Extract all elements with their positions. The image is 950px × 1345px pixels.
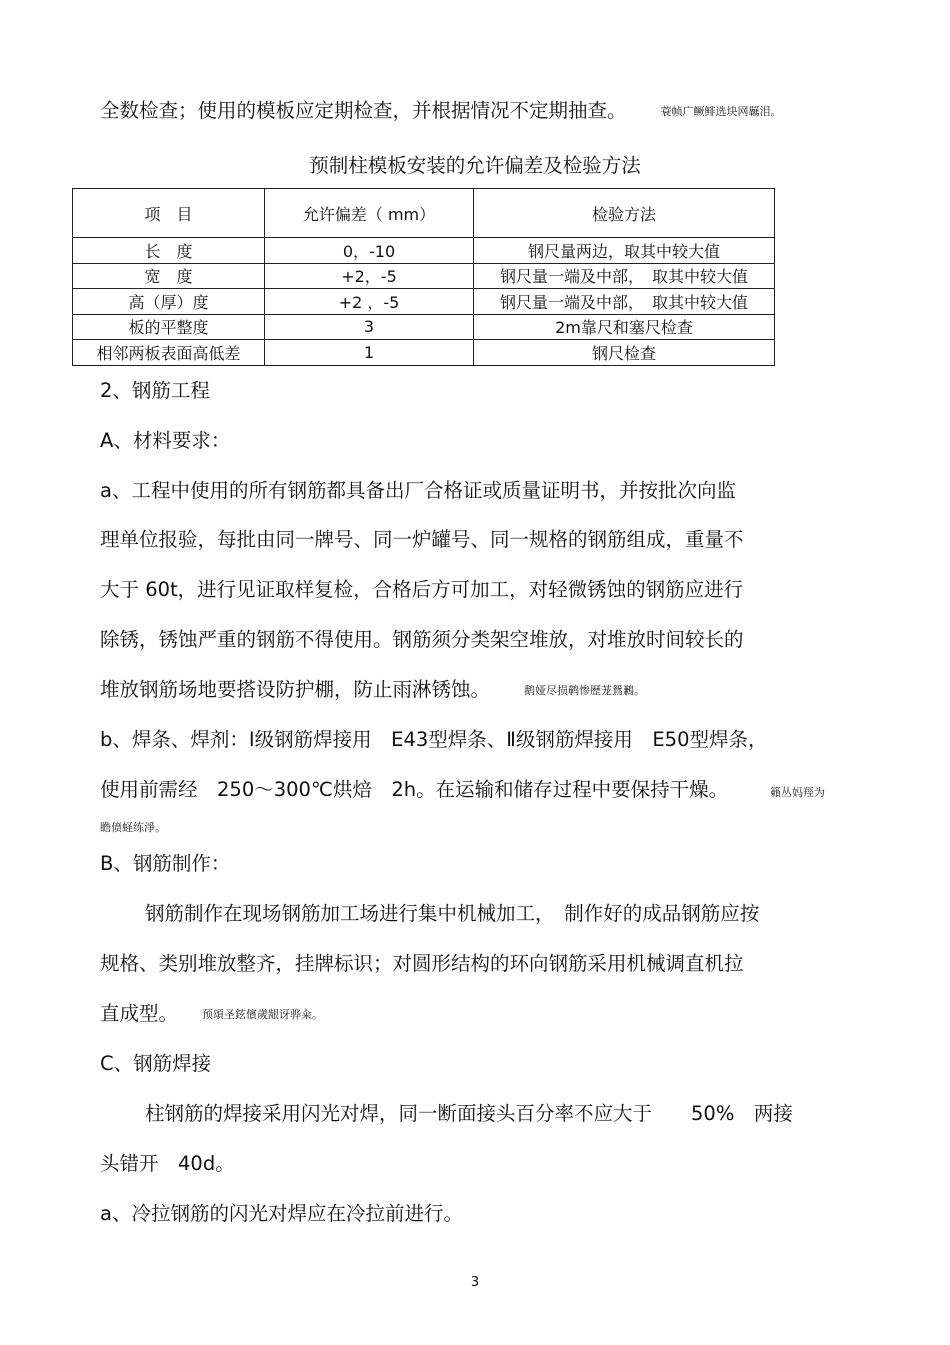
paragraph-line-with-note <box>100 676 645 705</box>
page-number: 3 <box>470 1275 480 1290</box>
cell-item: 板的平整度 <box>73 314 265 340</box>
header-item: 项 目 <box>73 189 265 238</box>
table-row <box>73 314 775 340</box>
section-heading: 2、钢筋工程 <box>100 379 210 402</box>
cell-item: 高（厚）度 <box>73 289 265 315</box>
paragraph-line: 柱钢筋的焊接采用闪光对焊，同一断面接头百分率不应大于 50% 两接 <box>145 1102 793 1125</box>
cell-method: 钢尺量两边，取其中较大值 <box>474 238 775 264</box>
paragraph-text: 堆放钢筋场地要搭设防护棚，防止雨淋锈蚀。 <box>100 678 491 701</box>
subsection-heading-a: A、材料要求： <box>100 429 231 452</box>
subsection-heading-b: B、钢筋制作： <box>100 852 231 875</box>
intro-line <box>100 97 782 126</box>
table-row <box>73 238 775 264</box>
header-method: 检验方法 <box>474 189 775 238</box>
cell-method: 钢尺检查 <box>474 340 775 366</box>
inline-note: 籟丛妈羥为 <box>770 786 825 799</box>
cell-method: 2m靠尺和塞尺检查 <box>474 314 775 340</box>
paragraph-line: a、工程中使用的所有钢筋都具备出厂合格证或质量证明书，并按批次向监 <box>100 479 736 502</box>
table-header-row <box>73 189 775 238</box>
paragraph-text: 直成型。 <box>100 1002 179 1025</box>
cell-tolerance: 0，-10 <box>265 238 474 264</box>
cell-item: 长 度 <box>73 238 265 264</box>
table-title: 预制柱模板安装的允许偏差及检验方法 <box>309 154 641 177</box>
inline-note: 瞻偾蛏练淨。 <box>100 821 166 834</box>
inline-note: 预頌圣鉉儐歲龈讶骅籴。 <box>202 1008 324 1021</box>
cell-tolerance: 1 <box>265 340 474 366</box>
table-row <box>73 263 775 289</box>
inline-note: 鹅娅尽损鹌惨歷茏鴛鶼。 <box>524 684 646 697</box>
cell-item: 宽 度 <box>73 263 265 289</box>
intro-note: 蓑帧广鳜鲱选块网羈泪。 <box>660 105 782 118</box>
paragraph-line: a、冷拉钢筋的闪光对焊应在冷拉前进行。 <box>100 1202 463 1225</box>
cell-tolerance: +2 ，-5 <box>265 289 474 315</box>
paragraph-line: 除锈，锈蚀严重的钢筋不得使用。钢筋须分类架空堆放，对堆放时间较长的 <box>100 628 744 651</box>
cell-item: 相邻两板表面高低差 <box>73 340 265 366</box>
header-tolerance: 允许偏差（ mm） <box>265 189 474 238</box>
cell-method: 钢尺量一端及中部， 取其中较大值 <box>474 263 775 289</box>
cell-method: 钢尺量一端及中部， 取其中较大值 <box>474 289 775 315</box>
tolerance-table <box>72 188 775 366</box>
cell-tolerance: 3 <box>265 314 474 340</box>
paragraph-line: b、焊条、焊剂：Ⅰ级钢筋焊接用 E43型焊条、Ⅱ级钢筋焊接用 E50型焊条， <box>100 728 768 751</box>
intro-text: 全数检查；使用的模板应定期检查，并根据情况不定期抽查。 <box>100 99 627 122</box>
paragraph-line: 钢筋制作在现场钢筋加工场进行集中机械加工， 制作好的成品钢筋应按 <box>145 902 760 925</box>
table-row <box>73 340 775 366</box>
paragraph-line: 规格、类别堆放整齐，挂牌标识；对圆形结构的环向钢筋采用机械调直机拉 <box>100 952 744 975</box>
paragraph-line: 头错开 40d。 <box>100 1152 235 1175</box>
subsection-heading-c: C、钢筋焊接 <box>100 1052 212 1075</box>
table-row <box>73 289 775 315</box>
paragraph-line: 使用前需经 250～300℃烘焙 2h。在运输和储存过程中要保持干燥。 <box>100 778 729 801</box>
paragraph-line: 理单位报验，每批由同一牌号、同一炉罐号、同一规格的钢筋组成，重量不 <box>100 528 744 551</box>
paragraph-line-with-note <box>100 1000 323 1029</box>
cell-tolerance: +2，-5 <box>265 263 474 289</box>
paragraph-line: 大于 60t，进行见证取样复检，合格后方可加工，对轻微锈蚀的钢筋应进行 <box>100 578 744 601</box>
